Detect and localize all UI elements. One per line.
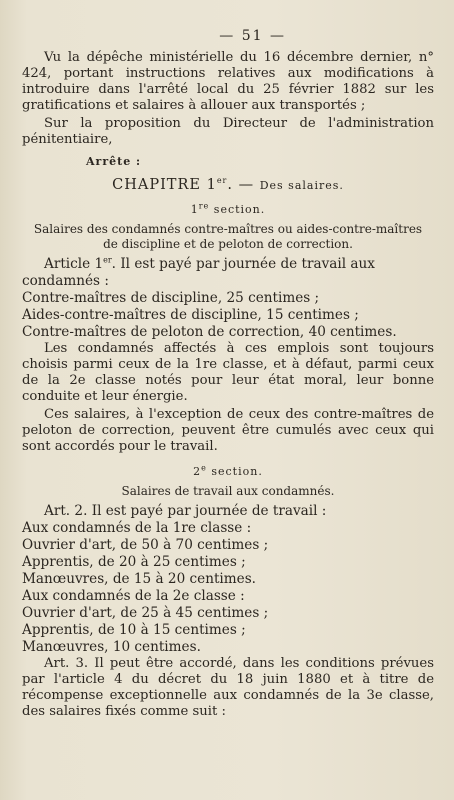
section-2-sup: e (201, 463, 207, 473)
section-2-subtitle: Salaires de travail aux condamnés. (121, 484, 335, 498)
chapter-heading (22, 177, 434, 193)
chapter-title: Des salaires. (259, 179, 344, 192)
article-1-item: Aides-contre-maîtres de discipline, 15 centimes ; (22, 307, 359, 323)
section-1-number: 1 (190, 203, 199, 216)
section-1-label: section. (209, 203, 266, 216)
section-2-label: section. (206, 465, 263, 478)
article-1-item: Contre-maîtres de discipline, 25 centimes ; (22, 290, 320, 306)
article-1-sup: er (103, 255, 112, 265)
page-number: — 51 — (219, 28, 286, 44)
intro-paragraph-1: Vu la dépêche ministérielle du 16 décembre dernier, n° 424, portant instructions relatives aux modifications à introduire dans l'arrêté local du 25 février 1882 sur les gratifications et salaires à allouer aux transportés ; (22, 50, 434, 113)
article-1-item: Contre-maîtres de peloton de correction, 40 centimes. (22, 324, 397, 340)
class-1-item: Ouvrier d'art, de 50 à 70 centimes ; (22, 537, 269, 553)
class-1-heading: Aux condamnés de la 1re classe : (22, 520, 252, 536)
section-2-heading (22, 465, 434, 478)
class-1-item: Apprentis, de 20 à 25 centimes ; (22, 554, 246, 570)
class-2-heading: Aux condamnés de la 2e classe : (22, 588, 245, 604)
article-1 (22, 256, 434, 290)
article-2: Art. 2. Il est payé par journée de travail : (44, 503, 327, 519)
class-1-item: Manœuvres, de 15 à 20 centimes. (22, 571, 257, 587)
section-1-subtitle: Salaires des condamnés contre-maîtres ou aides-contre-maîtres de discipline et de peloton de correction. (33, 222, 423, 251)
article-1-text: . Il est payé par journée de travail aux condamnés : (22, 256, 375, 289)
intro-paragraph-2: Sur la proposition du Directeur de l'administration pénitentiaire, (22, 116, 434, 147)
chapter-sup: er (216, 176, 228, 186)
section-1-paragraph: Les condamnés affectés à ces emplois sont toujours choisis parmi ceux de la 1re classe, et à défaut, parmi ceux de la 2e classe notés pour leur état moral, leur bonne conduite et leur énergie. (22, 341, 434, 404)
arrete-label: Arrête : (86, 155, 142, 168)
chapter-number: CHAPITRE 1 (112, 177, 217, 193)
section-1-paragraph: Ces salaires, à l'exception de ceux des contre-maîtres de peloton de correction, peuvent être cumulés avec ceux qui sont accordés pour le travail. (22, 407, 434, 454)
section-1-heading (22, 203, 434, 216)
section-1-sup: re (198, 201, 210, 211)
class-2-item: Manœuvres, 10 centimes. (22, 639, 201, 655)
class-2-item: Ouvrier d'art, de 25 à 45 centimes ; (22, 605, 269, 621)
article-3: Art. 3. Il peut être accordé, dans les conditions prévues par l'article 4 du décret du 18 juin 1880 et à titre de récompense exceptionnelle aux condamnés de la 3e classe, des salaires fixés comme suit : (22, 656, 434, 719)
section-2-number: 2 (193, 465, 202, 478)
article-1-lead: Article 1 (44, 256, 104, 272)
chapter-sep: . — (227, 177, 260, 193)
class-2-item: Apprentis, de 10 à 15 centimes ; (22, 622, 246, 638)
